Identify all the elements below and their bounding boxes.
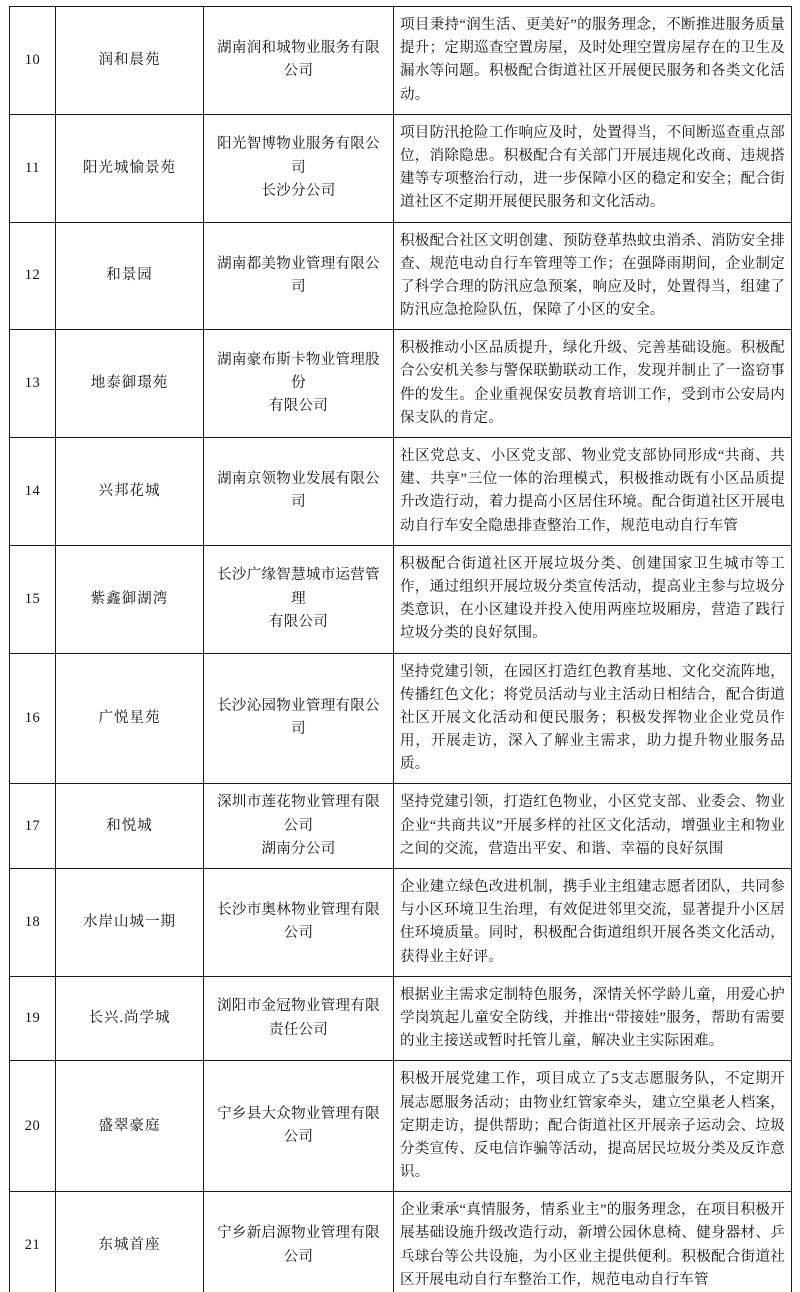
main-practice: 企业建立绿色改进机制，携手业主组建志愿者团队，共同参与小区环境卫生治理，有效促进邻里交流，显著提升小区居住环境质量。同时，积极配合街道组织开展各类文化活动，获得业主好评。 [394, 869, 792, 977]
row-index: 18 [10, 869, 56, 977]
company-line: 湖南京领物业发展有限公司 [217, 471, 380, 511]
row-index: 13 [10, 330, 56, 438]
company-line: 有限公司 [268, 613, 329, 630]
table-row [10, 114, 792, 222]
table-row [10, 784, 792, 869]
main-practice: 企业秉承“真情服务，情系业主”的服务理念，在项目积极开展基础设施升级改造行动，新增公园休息椅、健身器材、乒乓球台等公共设施，为小区业主提供便利。积极配合街道社区开展电动自行车整治工作，规范电动自行车管 [394, 1192, 792, 1292]
table-row [10, 1061, 792, 1192]
table-row [10, 7, 792, 115]
main-practice: 项目防汛抢险工作响应及时，处置得当，不间断巡查重点部位，消除隐患。积极配合有关部门开展违规化改商、违规搭建等专项整治行动，进一步保障小区的稳定和安全；配合街道社区不定期开展便民服务和文化活动。 [394, 114, 792, 222]
main-practice: 根据业主需求定制特色服务，深情关怀学龄儿童，用爱心护学岗筑起儿童安全防线，并推出“带接娃”服务，帮助有需要的业主接送或暂时托管儿童，解决业主实际困难。 [394, 976, 792, 1061]
row-index: 20 [10, 1061, 56, 1192]
table-row [10, 653, 792, 784]
main-practice: 积极配合社区文明创建、预防登革热蚊虫消杀、消防安全排查、规范电动自行车管理等工作；在强降雨期间，企业制定了科学合理的防汛应急预案，响应及时，处置得当，组建了防汛应急抢险队伍，保障了小区的安全。 [394, 222, 792, 330]
project-name: 和悦城 [56, 784, 204, 869]
project-name: 地泰御璟苑 [56, 330, 204, 438]
table-row [10, 869, 792, 977]
project-name: 兴邦花城 [56, 438, 204, 546]
project-name: 长兴.尚学城 [56, 976, 204, 1061]
table-row [10, 1192, 792, 1292]
service-company [204, 7, 394, 115]
company-line: 长沙沁园物业管理有限公司 [217, 698, 380, 738]
table-row [10, 330, 792, 438]
table-row [10, 545, 792, 653]
project-name: 东城首座 [56, 1192, 204, 1292]
project-name: 水岸山城一期 [56, 869, 204, 977]
main-practice: 积极配合街道社区开展垃圾分类、创建国家卫生城市等工作，通过组织开展垃圾分类宣传活动，提高业主参与垃圾分类意识，在小区建设并投入使用两座垃圾厢房，营造了践行垃圾分类的良好氛围。 [394, 545, 792, 653]
service-company [204, 222, 394, 330]
main-practice: 坚持党建引领，打造红色物业，小区党支部、业委会、物业企业“共商共议”开展多样的社区文化活动，增强业主和物业之间的交流，营造出平安、和谐、幸福的良好氛围 [394, 784, 792, 869]
company-line: 湖南都美物业管理有限公司 [217, 255, 380, 295]
company-line: 长沙分公司 [261, 182, 336, 199]
main-practice: 坚持党建引领，在园区打造红色教育基地、文化交流阵地，传播红色文化；将党员活动与业主活动日相结合，配合街道社区开展文化活动和便民服务；积极发挥物业企业党员作用，开展走访，深入了解业主需求，助力提升物业服务品质。 [394, 653, 792, 784]
service-company [204, 114, 394, 222]
company-line: 宁乡县大众物业管理有限公司 [217, 1106, 380, 1146]
service-company [204, 784, 394, 869]
service-company [204, 330, 394, 438]
company-line: 湖南润和城物业服务有限公司 [217, 40, 380, 80]
row-index: 12 [10, 222, 56, 330]
company-line: 深圳市莲花物业管理有限公司 [217, 794, 380, 834]
company-line: 阳光智博物业服务有限公司 [217, 136, 380, 176]
document-page [0, 6, 800, 1292]
row-index: 10 [10, 7, 56, 115]
main-practice: 积极推动小区品质提升，绿化升级、完善基础设施。积极配合公安机关参与警保联勤联动工作，发现并制止了一盗窃事件的发生。企业重视保安员教育培训工作，受到市公安局内保支队的肯定。 [394, 330, 792, 438]
project-name: 盛翠豪庭 [56, 1061, 204, 1192]
project-name: 和景园 [56, 222, 204, 330]
table-row [10, 438, 792, 546]
project-name: 阳光城愉景苑 [56, 114, 204, 222]
row-index: 15 [10, 545, 56, 653]
service-company [204, 976, 394, 1061]
company-line: 长沙市奥林物业管理有限公司 [217, 902, 380, 942]
property-service-table [9, 6, 792, 1292]
main-practice: 社区党总支、小区党支部、物业党支部协同形成“共商、共建、共享”三位一体的治理模式，积极推动既有小区品质提升改造行动，着力提高小区居住环境。配合街道社区开展电动自行车安全隐患排查整治工作，规范电动自行车管 [394, 438, 792, 546]
company-line: 宁乡新启源物业管理有限公司 [217, 1225, 380, 1265]
project-name: 润和晨苑 [56, 7, 204, 115]
main-practice: 项目秉持“润生活、更美好”的服务理念，不断推进服务质量提升；定期巡查空置房屋，及时处理空置房屋存在的卫生及漏水等问题。积极配合街道社区开展便民服务和各类文化活动。 [394, 7, 792, 115]
service-company [204, 1061, 394, 1192]
service-company [204, 545, 394, 653]
row-index: 11 [10, 114, 56, 222]
company-line: 湖南豪布斯卡物业管理股份 [217, 351, 380, 392]
main-practice: 积极开展党建工作，项目成立了5支志愿服务队，不定期开展志愿服务活动；由物业红管家牵头，建立空巢老人档案，定期走访，提供帮助；配合街道社区开展亲子运动会、垃圾分类宣传、反电信诈骗等活动，提高居民垃圾分类及反诈意识。 [394, 1061, 792, 1192]
company-line: 湖南分公司 [261, 840, 336, 857]
project-name: 紫鑫御湖湾 [56, 545, 204, 653]
row-index: 21 [10, 1192, 56, 1292]
project-name: 广悦星苑 [56, 653, 204, 784]
row-index: 16 [10, 653, 56, 784]
service-company [204, 869, 394, 977]
row-index: 17 [10, 784, 56, 869]
row-index: 14 [10, 438, 56, 546]
table-row [10, 222, 792, 330]
company-line: 浏阳市金冠物业管理有限责任公司 [217, 998, 380, 1038]
table-row [10, 976, 792, 1061]
service-company [204, 1192, 394, 1292]
service-company [204, 438, 394, 546]
row-index: 19 [10, 976, 56, 1061]
service-company [204, 653, 394, 784]
company-line: 有限公司 [268, 398, 329, 415]
company-line: 长沙广缘智慧城市运营管理 [217, 567, 380, 607]
